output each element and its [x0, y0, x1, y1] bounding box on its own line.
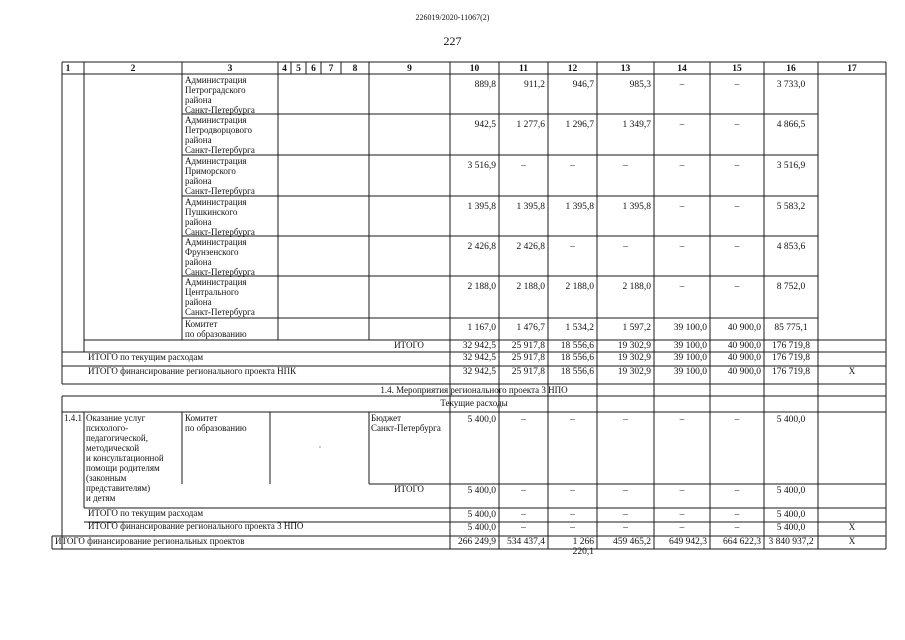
value-cell: –	[623, 242, 628, 252]
org-name: Администрация Петродворцового района Санкт-Петербурга	[185, 115, 255, 155]
value-cell: 1 395,8	[565, 202, 594, 212]
value-cell: –	[623, 523, 628, 533]
value-cell: 18 556,6	[560, 367, 594, 377]
value-cell: 32 942,5	[462, 367, 496, 377]
value-cell: 534 437,4	[507, 537, 545, 547]
value-cell: 1 277,6	[516, 120, 545, 130]
value-cell: –	[521, 161, 526, 171]
org-name: Администрация Приморского района Санкт-Петербурга	[185, 156, 255, 196]
value-cell: 1 266 220,1	[572, 537, 594, 557]
value-cell: –	[570, 242, 575, 252]
column-header: 10	[469, 64, 480, 74]
column-header: 8	[352, 64, 358, 74]
value-cell: –	[679, 161, 685, 171]
section-title: 1.4. Мероприятия регионального проекта 3 НПО	[380, 385, 568, 395]
measure-number: 1.4.1	[64, 413, 82, 423]
value-cell: 1 395,8	[467, 202, 496, 212]
value-cell: 39 100,0	[673, 367, 707, 377]
column-header: 4	[282, 64, 287, 74]
value-cell: 1 296,7	[565, 120, 594, 130]
value-cell: 2 188,0	[516, 282, 545, 292]
value-cell: –	[734, 523, 740, 533]
value-cell: 32 942,5	[462, 353, 496, 363]
org-name: Администрация Центрального района Санкт-Петербурга	[185, 277, 255, 317]
itogo-label: ИТОГО	[394, 340, 424, 350]
value-cell: 5 400,0	[776, 486, 806, 496]
value-cell: 39 100,0	[673, 353, 707, 363]
value-cell: 2 188,0	[565, 282, 594, 292]
column-header: 5	[296, 64, 301, 74]
value-cell: 18 556,6	[560, 341, 594, 351]
value-cell: 39 100,0	[673, 323, 707, 333]
value-cell: –	[623, 510, 628, 520]
value-cell: 5 400,0	[776, 510, 806, 520]
npo-label: ИТОГО финансирование регионального проекта 3 НПО	[88, 521, 304, 531]
value-cell: 2 188,0	[467, 282, 496, 292]
value-cell: –	[521, 510, 526, 520]
value-cell: 25 917,8	[511, 341, 545, 351]
value-cell: 911,2	[523, 80, 545, 90]
column-header: 15	[732, 64, 742, 74]
column-header: 17	[847, 64, 857, 74]
value-cell: 5 400,0	[467, 523, 496, 533]
column-header: 7	[328, 64, 334, 74]
value-cell: –	[521, 415, 526, 425]
value-cell: 18 556,6	[560, 353, 594, 363]
value-cell: 19 302,9	[617, 367, 651, 377]
measure-itogo-label: ИТОГО	[394, 484, 424, 494]
value-cell: 5 583,2	[776, 202, 806, 212]
column-header: 12	[567, 64, 578, 74]
measure-source: Бюджет Санкт-Петербурга	[371, 413, 441, 433]
column-header: 3	[227, 64, 233, 74]
value-cell: 649 942,3	[669, 537, 707, 547]
value-cell: 1 395,8	[516, 202, 545, 212]
column-header: 13	[620, 64, 631, 74]
value-cell: –	[734, 120, 740, 130]
value-cell: –	[679, 242, 685, 252]
org-name: Администрация Фрунзенского района Санкт-Петербурга	[185, 237, 255, 277]
value-cell: –	[734, 202, 740, 212]
value-cell: –	[521, 486, 526, 496]
measure-name: Оказание услуг психолого- педагогической, методической и консультационной помощи родителям (законным представителям) и детям	[86, 413, 164, 503]
column-header: 1	[65, 64, 71, 74]
org-name: Администрация Пушкинского района Санкт-Петербурга	[185, 197, 255, 237]
value-cell: 5 400,0	[467, 415, 496, 425]
value-cell: –	[679, 120, 685, 130]
value-cell: –	[734, 486, 740, 496]
npk-x-mark: Х	[848, 366, 856, 376]
value-cell: –	[734, 80, 740, 90]
value-cell: 8 752,0	[776, 282, 806, 292]
value-cell: –	[679, 282, 685, 292]
value-cell: 85 775,1	[774, 323, 808, 333]
value-cell: –	[570, 523, 575, 533]
value-cell: –	[623, 486, 628, 496]
value-cell: 19 302,9	[617, 341, 651, 351]
value-cell: 985,3	[629, 80, 651, 90]
grand-x-mark: Х	[848, 536, 856, 546]
value-cell: –	[623, 415, 628, 425]
page-number: 227	[443, 34, 462, 48]
value-cell: 32 942,5	[462, 341, 496, 351]
value-cell: 889,8	[474, 80, 496, 90]
value-cell: 39 100,0	[673, 341, 707, 351]
org-name: Администрация Петроградского района Санкт-Петербурга	[185, 75, 255, 115]
measure-executor: Комитет по образованию	[185, 413, 247, 433]
value-cell: –	[623, 161, 628, 171]
value-cell: 2 426,8	[467, 242, 496, 252]
grand-label: ИТОГО финансирование региональных проектов	[55, 536, 245, 546]
value-cell: 40 900,0	[727, 353, 761, 363]
value-cell: –	[679, 202, 685, 212]
column-header: 14	[677, 64, 687, 74]
npo-x-mark: Х	[848, 522, 856, 532]
value-cell: 176 719,8	[772, 367, 810, 377]
value-cell: –	[521, 523, 526, 533]
npk-label: ИТОГО финансирование регионального проекта НПК	[88, 366, 297, 376]
value-cell: 1 395,8	[622, 202, 651, 212]
value-cell: –	[734, 510, 740, 520]
value-cell: –	[570, 486, 575, 496]
value-cell: 176 719,8	[772, 341, 810, 351]
value-cell: 4 853,6	[776, 242, 806, 252]
measure-dot: ·	[318, 442, 322, 452]
value-cell: 5 400,0	[776, 415, 806, 425]
org-name: Комитет по образованию	[185, 319, 247, 339]
column-header: 9	[407, 64, 412, 74]
value-cell: 1 597,2	[622, 323, 651, 333]
value-cell: 2 188,0	[622, 282, 651, 292]
value-cell: –	[570, 161, 575, 171]
value-cell: –	[734, 242, 740, 252]
value-cell: 946,7	[572, 80, 594, 90]
value-cell: 3 516,9	[467, 161, 496, 171]
value-cell: –	[679, 510, 685, 520]
value-cell: 5 400,0	[467, 486, 496, 496]
value-cell: 5 400,0	[467, 510, 496, 520]
tekushchie-label: ИТОГО по текущим расходам	[88, 352, 204, 362]
value-cell: 40 900,0	[727, 367, 761, 377]
value-cell: –	[734, 161, 740, 171]
value-cell: 2 426,8	[516, 242, 545, 252]
column-header: 11	[519, 64, 528, 74]
value-cell: 25 917,8	[511, 367, 545, 377]
measure-tekushchie-label: ИТОГО по текущим расходам	[88, 508, 204, 518]
column-header: 16	[786, 64, 796, 74]
value-cell: 664 622,3	[723, 537, 761, 547]
value-cell: 40 900,0	[727, 323, 761, 333]
subsection-title: Текущие расходы	[440, 398, 508, 408]
value-cell: –	[734, 282, 740, 292]
value-cell: 1 476,7	[516, 323, 545, 333]
value-cell: 3 733,0	[776, 80, 806, 90]
value-cell: –	[679, 486, 685, 496]
value-cell: 176 719,8	[772, 353, 810, 363]
value-cell: 4 866,5	[776, 120, 806, 130]
value-cell: 3 840 937,2	[768, 537, 814, 547]
value-cell: –	[679, 415, 685, 425]
value-cell: –	[679, 523, 685, 533]
value-cell: 40 900,0	[727, 341, 761, 351]
value-cell: 19 302,9	[617, 353, 651, 363]
column-header: 6	[311, 64, 316, 74]
value-cell: –	[570, 415, 575, 425]
value-cell: 942,5	[474, 120, 496, 130]
value-cell: 5 400,0	[776, 523, 806, 533]
value-cell: 266 249,9	[458, 537, 496, 547]
value-cell: –	[734, 415, 740, 425]
document-number: 226019/2020-11067(2)	[415, 13, 490, 22]
value-cell: –	[570, 510, 575, 520]
column-header: 2	[130, 64, 136, 74]
value-cell: 1 534,2	[565, 323, 594, 333]
value-cell: 1 349,7	[622, 120, 651, 130]
value-cell: 3 516,9	[776, 161, 806, 171]
value-cell: 1 167,0	[467, 323, 496, 333]
value-cell: 459 465,2	[613, 537, 651, 547]
value-cell: –	[679, 80, 685, 90]
value-cell: 25 917,8	[511, 353, 545, 363]
